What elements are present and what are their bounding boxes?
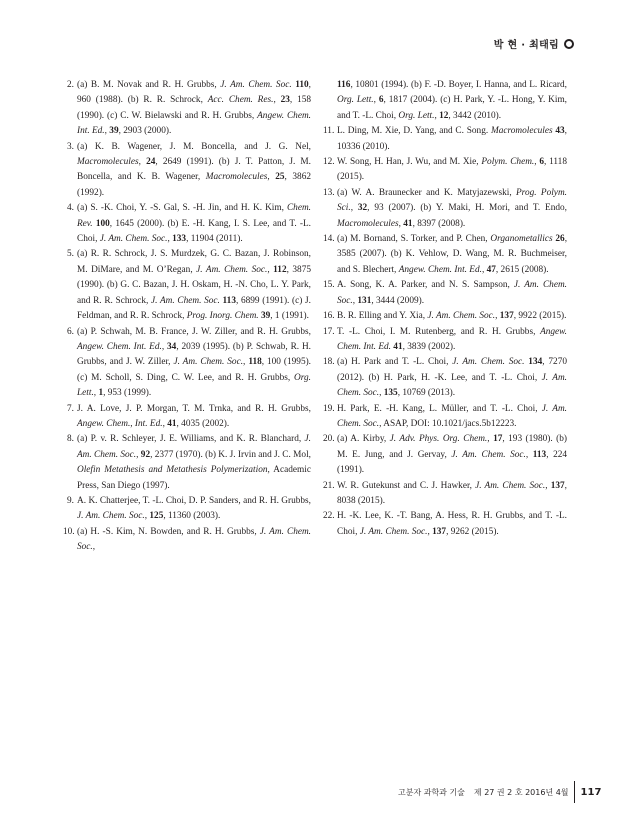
reference-text: (a) S. -K. Choi, Y. -S. Gal, S. -H. Jin, and H. K. Kim, Chem. Rev. 100, 1645 (2000). (b) E. -H. Kang, I. S. Lee, and T. -L. Choi, J. Am. Chem. Soc., 133, 11904 (2011). — [77, 203, 311, 245]
reference-text: (a) H. Park and T. -L. Choi, J. Am. Chem. Soc. 134, 7270 (2012). (b) H. Park, H. -K. Lee, and T. -L. Choi, J. Am. Chem. Soc., 135, 10769 (2013). — [337, 357, 568, 399]
reference-entry — [63, 432, 311, 494]
reference-text: A. K. Chatterjee, T. -L. Choi, D. P. Sanders, and R. H. Grubbs, J. Am. Chem. Soc., 125, 11360 (2003). — [77, 495, 311, 522]
reference-number: 16. — [323, 311, 335, 322]
reference-number: 15. — [323, 280, 335, 291]
reference-entry — [63, 78, 311, 140]
reference-number — [323, 78, 334, 124]
reference-entry — [323, 402, 567, 433]
reference-entry — [63, 247, 311, 324]
reference-entry — [63, 494, 311, 525]
reference-text: A. Song, K. A. Parker, and N. S. Sampson, J. Am. Chem. Soc., 131, 3444 (2009). — [337, 280, 567, 306]
reference-text: 116, 10801 (1994). (b) F. -D. Boyer, I. Hanna, and L. Ricard, Org. Lett., 6, 1817 (2004). (c) H. Park, Y. -L. Hong, Y. Kim, and T. -L. Choi, Org. Lett., 12, 3442 (2010). — [337, 80, 568, 121]
reference-number: 13. — [323, 187, 335, 198]
reference-number: 11. — [323, 126, 335, 137]
reference-number: 5. — [67, 249, 74, 260]
reference-entry — [323, 355, 567, 401]
reference-number: 8. — [67, 434, 74, 445]
reference-number: 14. — [323, 234, 335, 245]
reference-entry — [323, 325, 567, 356]
reference-entry — [323, 78, 567, 124]
header-authors: 박 현 · 최태림 — [493, 40, 559, 51]
reference-text: T. -L. Choi, I. M. Rutenberg, and R. H. Grubbs, Angew. Chem. Int. Ed. 41, 3839 (2002). — [337, 326, 567, 352]
reference-entry — [323, 124, 567, 155]
reference-entry — [323, 278, 567, 309]
reference-number: 20. — [323, 434, 335, 445]
reference-number: 3. — [67, 141, 74, 152]
running-header — [494, 36, 574, 51]
reference-number: 22. — [323, 511, 335, 522]
page-number: 117 — [580, 786, 602, 798]
footer-divider — [574, 781, 575, 803]
reference-text: (a) P. Schwah, M. B. France, J. W. Ziller, and R. H. Grubbs, Angew. Chem. Int. Ed., 34, 2039 (1995). (b) P. Schwab, R. H. Grubbs, and J. W. Ziller, J. Am. Chem. Soc., 118, 100 (1995). (c) M. Scholl, S. Ding, C. W. Lee, and R. H. Grubbs, Org. Lett., 1, 953 (1999). — [77, 326, 312, 399]
reference-entry — [323, 432, 567, 478]
reference-number: 12. — [323, 157, 335, 168]
reference-text: (a) M. Bornand, S. Torker, and P. Chen, Organometallics 26, 3585 (2007). (b) K. Vehlow, D. Wang, M. R. Buchmeiser, and S. Blechert, Angew. Chem. Int. Ed., 47, 2615 (2008). — [337, 234, 568, 275]
footer-issue-info: 제 27 권 2 호 2016년 4월 — [473, 787, 569, 797]
reference-number: 19. — [323, 403, 335, 414]
reference-entry — [323, 155, 567, 186]
reference-entry — [63, 201, 311, 247]
references-left-column — [63, 78, 311, 556]
reference-entry — [63, 402, 311, 433]
reference-text: H. Park, E. -H. Kang, L. Müller, and T. -L. Choi, J. Am. Chem. Soc., ASAP, DOI: 10.1021/jacs.5b12223. — [337, 403, 568, 429]
reference-text: (a) A. Kirby, J. Adv. Phys. Org. Chem., 17, 193 (1980). (b) M. E. Jung, and J. Gervay, J. Am. Chem. Soc., 113, 224 (1991). — [337, 434, 568, 476]
reference-number: 10. — [63, 526, 75, 537]
reference-text: (a) W. A. Braunecker and K. Matyjazewski, Prog. Polym. Sci., 32, 93 (2007). (b) Y. Maki, H. Mori, and T. Endo, Macromolecules, 41, 8397 (2008). — [337, 187, 567, 229]
reference-number: 2. — [67, 80, 74, 90]
reference-number: 7. — [67, 403, 74, 414]
reference-entry — [323, 186, 567, 232]
page-footer — [398, 781, 601, 803]
references-right-column — [323, 78, 567, 540]
reference-text: H. -K. Lee, K. -T. Bang, A. Hess, R. H. Grubbs, and T. -L. Choi, J. Am. Chem. Soc., 137, 9262 (2015). — [337, 511, 567, 537]
reference-text: (a) R. R. Schrock, J. S. Murdzek, G. C. Bazan, J. Robinson, M. DiMare, and M. O’Regan, J. Am. Chem. Soc., 112, 3875 (1990). (b) G. C. Bazan, J. H. Oskam, H. -N. Cho, L. Y. Park, and R. R. Schrock, J. Am. Chem. Soc. 113, 6899 (1991). (c) J. Feldman, and R. R. Schrock, Prog. Inorg. Chem. 39, 1 (1991). — [77, 249, 312, 322]
reference-text: J. A. Love, J. P. Morgan, T. M. Trnka, and R. H. Grubbs, Angew. Chem., Int. Ed., 41, 4035 (2002). — [77, 403, 311, 429]
reference-number: 21. — [323, 480, 335, 491]
reference-entry — [63, 525, 311, 556]
reference-number: 6. — [67, 326, 74, 337]
reference-text: (a) P. v. R. Schleyer, J. E. Williams, and K. R. Blanchard, J. Am. Chem. Soc., 92, 2377 (1970). (b) K. J. Irvin and J. C. Mol, Olefin Metathesis and Metathesis Polymerization, Academic Press, San Diego (1997). — [77, 434, 311, 491]
reference-text: B. R. Elling and Y. Xia, J. Am. Chem. Soc., 137, 9922 (2015). — [337, 311, 567, 322]
reference-text: W. Song, H. Han, J. Wu, and M. Xie, Polym. Chem., 6, 1118 (2015). — [337, 157, 567, 183]
reference-entry — [323, 509, 567, 540]
reference-entry — [323, 309, 567, 324]
reference-text: (a) H. -S. Kim, N. Bowden, and R. H. Grubbs, J. Am. Chem. Soc., — [77, 526, 312, 553]
reference-number: 17. — [323, 326, 335, 337]
reference-number: 18. — [323, 357, 335, 368]
reference-text: W. R. Gutekunst and C. J. Hawker, J. Am. Chem. Soc., 137, 8038 (2015). — [337, 480, 567, 506]
reference-text: (a) B. M. Novak and R. H. Grubbs, J. Am. Chem. Soc. 110, 960 (1988). (b) R. R. Schrock, Acc. Chem. Res., 23, 158 (1990). (c) C. W. Bielawski and R. H. Grubbs, Angew. Chem. Int. Ed., 39, 2903 (2000). — [77, 80, 312, 137]
reference-entry — [323, 232, 567, 278]
reference-entry — [323, 479, 567, 510]
circle-bullet-icon — [564, 39, 574, 49]
reference-text: (a) K. B. Wagener, J. M. Boncella, and J. G. Nel, Macromolecules, 24, 2649 (1991). (b) J. T. Patton, J. M. Boncella, and K. B. Wagener, Macromolecules, 25, 3862 (1992). — [77, 141, 312, 198]
reference-text: L. Ding, M. Xie, D. Yang, and C. Song. Macromolecules 43, 10336 (2010). — [337, 126, 567, 152]
footer-journal-title: 고분자 과학과 기술 — [398, 787, 465, 797]
reference-entry — [63, 140, 311, 202]
reference-number: 9. — [67, 495, 74, 506]
reference-number: 4. — [67, 203, 74, 214]
reference-entry — [63, 325, 311, 402]
